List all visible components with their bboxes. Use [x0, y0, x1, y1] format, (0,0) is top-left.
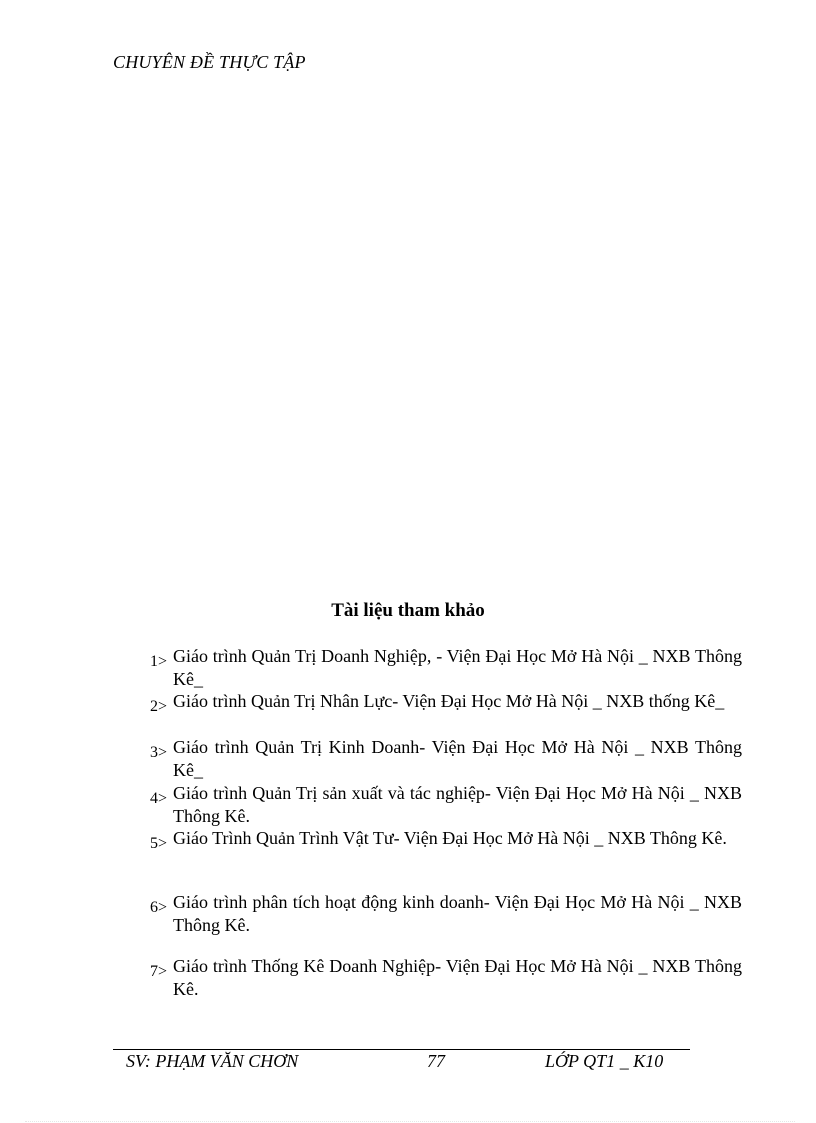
section-title: Tài liệu tham khảo	[331, 600, 485, 621]
reference-text: Giáo trình phân tích hoạt động kinh doanh- Viện Đại Học Mở Hà Nội _ NXB Thông Kê.	[173, 892, 742, 935]
footer-class: LỚP QT1 _ K10	[545, 1051, 664, 1071]
footer-divider	[113, 1049, 690, 1050]
reference-text: Giáo trình Quản Trị Doanh Nghiệp, - Viện Đại Học Mở Hà Nội _ NXB Thông Kê_	[173, 646, 742, 689]
reference-item-4	[150, 782, 742, 828]
reference-text: Giáo trình Thống Kê Doanh Nghiệp- Viện Đại Học Mở Hà Nội _ NXB Thông Kê.	[173, 956, 742, 999]
reference-item-1	[150, 645, 742, 691]
reference-item-5	[150, 827, 742, 850]
reference-number: 6>	[150, 899, 168, 916]
reference-text: Giáo trình Quản Trị sản xuất và tác nghiệp- Viện Đại Học Mở Hà Nội _ NXB Thông Kê.	[173, 783, 742, 826]
reference-item-6	[150, 891, 742, 937]
reference-item-2	[150, 690, 742, 713]
reference-text: Giáo trình Quản Trị Nhân Lực- Viện Đại Học Mở Hà Nội _ NXB thống Kê_	[173, 691, 725, 711]
page-bottom-border	[25, 1121, 795, 1122]
reference-text: Giáo trình Quản Trị Kinh Doanh- Viện Đại Học Mở Hà Nội _ NXB Thông Kê_	[173, 737, 742, 780]
reference-number: 2>	[150, 698, 168, 715]
reference-item-7	[150, 955, 742, 1001]
footer-page-number: 77	[427, 1051, 445, 1071]
reference-number: 4>	[150, 790, 168, 807]
reference-item-3	[150, 736, 742, 782]
reference-text: Giáo Trình Quản Trình Vật Tư- Viện Đại Học Mở Hà Nội _ NXB Thông Kê.	[173, 828, 727, 848]
page-header: CHUYÊN ĐỀ THỰC TẬP	[113, 52, 306, 72]
reference-number: 7>	[150, 963, 168, 980]
footer-student-name: SV: PHẠM VĂN CHƠN	[126, 1051, 299, 1071]
reference-number: 5>	[150, 835, 168, 852]
reference-number: 1>	[150, 653, 168, 670]
reference-number: 3>	[150, 744, 168, 761]
